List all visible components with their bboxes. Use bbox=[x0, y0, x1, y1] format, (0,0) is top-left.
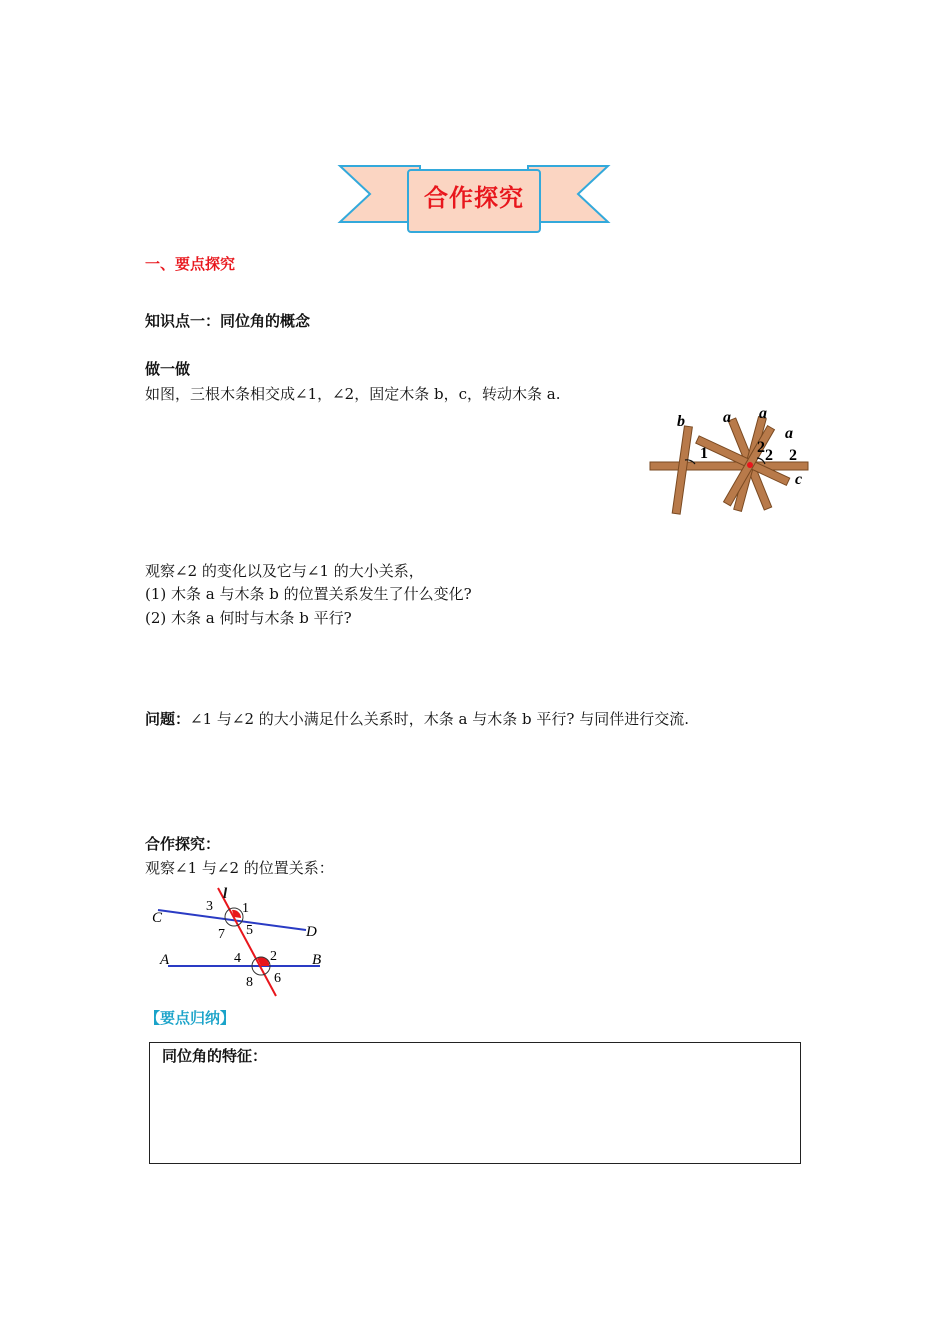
label-angle-2-c: 2 bbox=[789, 447, 797, 464]
label-a-1: a bbox=[723, 409, 731, 426]
banner bbox=[336, 160, 612, 240]
label-a-3: a bbox=[785, 425, 793, 442]
cooperate-text: 观察∠1 与∠2 的位置关系： bbox=[145, 859, 334, 877]
question-1: (1) 木条 a 与木条 b 的位置关系发生了什么变化? bbox=[145, 585, 472, 603]
summary-heading: 【要点归纳】 bbox=[145, 1009, 236, 1027]
question-2: (2) 木条 a 何时与木条 b 平行? bbox=[145, 609, 352, 627]
sticks-figure bbox=[645, 402, 815, 520]
activity-heading: 做一做 bbox=[145, 360, 191, 378]
activity-text: 如图，三根木条相交成∠1，∠2，固定木条 b，c，转动木条 a. bbox=[145, 385, 561, 403]
label-B: B bbox=[312, 952, 322, 968]
label-c: c bbox=[795, 471, 803, 488]
problem-line bbox=[145, 708, 689, 730]
summary-box-label: 同位角的特征： bbox=[162, 1047, 268, 1065]
label-a-2: a bbox=[759, 405, 767, 422]
banner-title: 合作探究 bbox=[424, 184, 524, 212]
label-3: 3 bbox=[206, 899, 213, 914]
problem-text: ∠1 与∠2 的大小满足什么关系时，木条 a 与木条 b 平行? 与同伴进行交流. bbox=[190, 710, 689, 728]
pivot-dot bbox=[747, 462, 753, 468]
problem-label: 问题： bbox=[145, 710, 191, 728]
label-b: b bbox=[677, 413, 685, 430]
observe-line: 观察∠2 的变化以及它与∠1 的大小关系， bbox=[145, 562, 424, 580]
label-angle-1: 1 bbox=[700, 445, 708, 462]
label-4: 4 bbox=[234, 951, 241, 966]
knowledge-point-heading: 知识点一：同位角的概念 bbox=[145, 312, 311, 330]
label-D: D bbox=[306, 924, 317, 940]
section-title: 一、要点探究 bbox=[145, 255, 236, 273]
cooperate-heading: 合作探究： bbox=[145, 835, 221, 853]
label-A: A bbox=[160, 952, 170, 968]
label-1: 1 bbox=[242, 901, 249, 916]
label-8: 8 bbox=[246, 975, 253, 990]
label-angle-2-a: 2 bbox=[757, 439, 765, 456]
label-7: 7 bbox=[218, 927, 225, 942]
label-5: 5 bbox=[246, 923, 253, 938]
stick-c bbox=[650, 462, 808, 470]
label-C: C bbox=[152, 910, 163, 926]
label-angle-2-b: 2 bbox=[765, 447, 773, 464]
label-2: 2 bbox=[270, 949, 277, 964]
summary-box bbox=[149, 1042, 801, 1164]
angles-figure bbox=[148, 884, 328, 1000]
label-l: l bbox=[223, 886, 228, 902]
label-6: 6 bbox=[274, 971, 281, 986]
